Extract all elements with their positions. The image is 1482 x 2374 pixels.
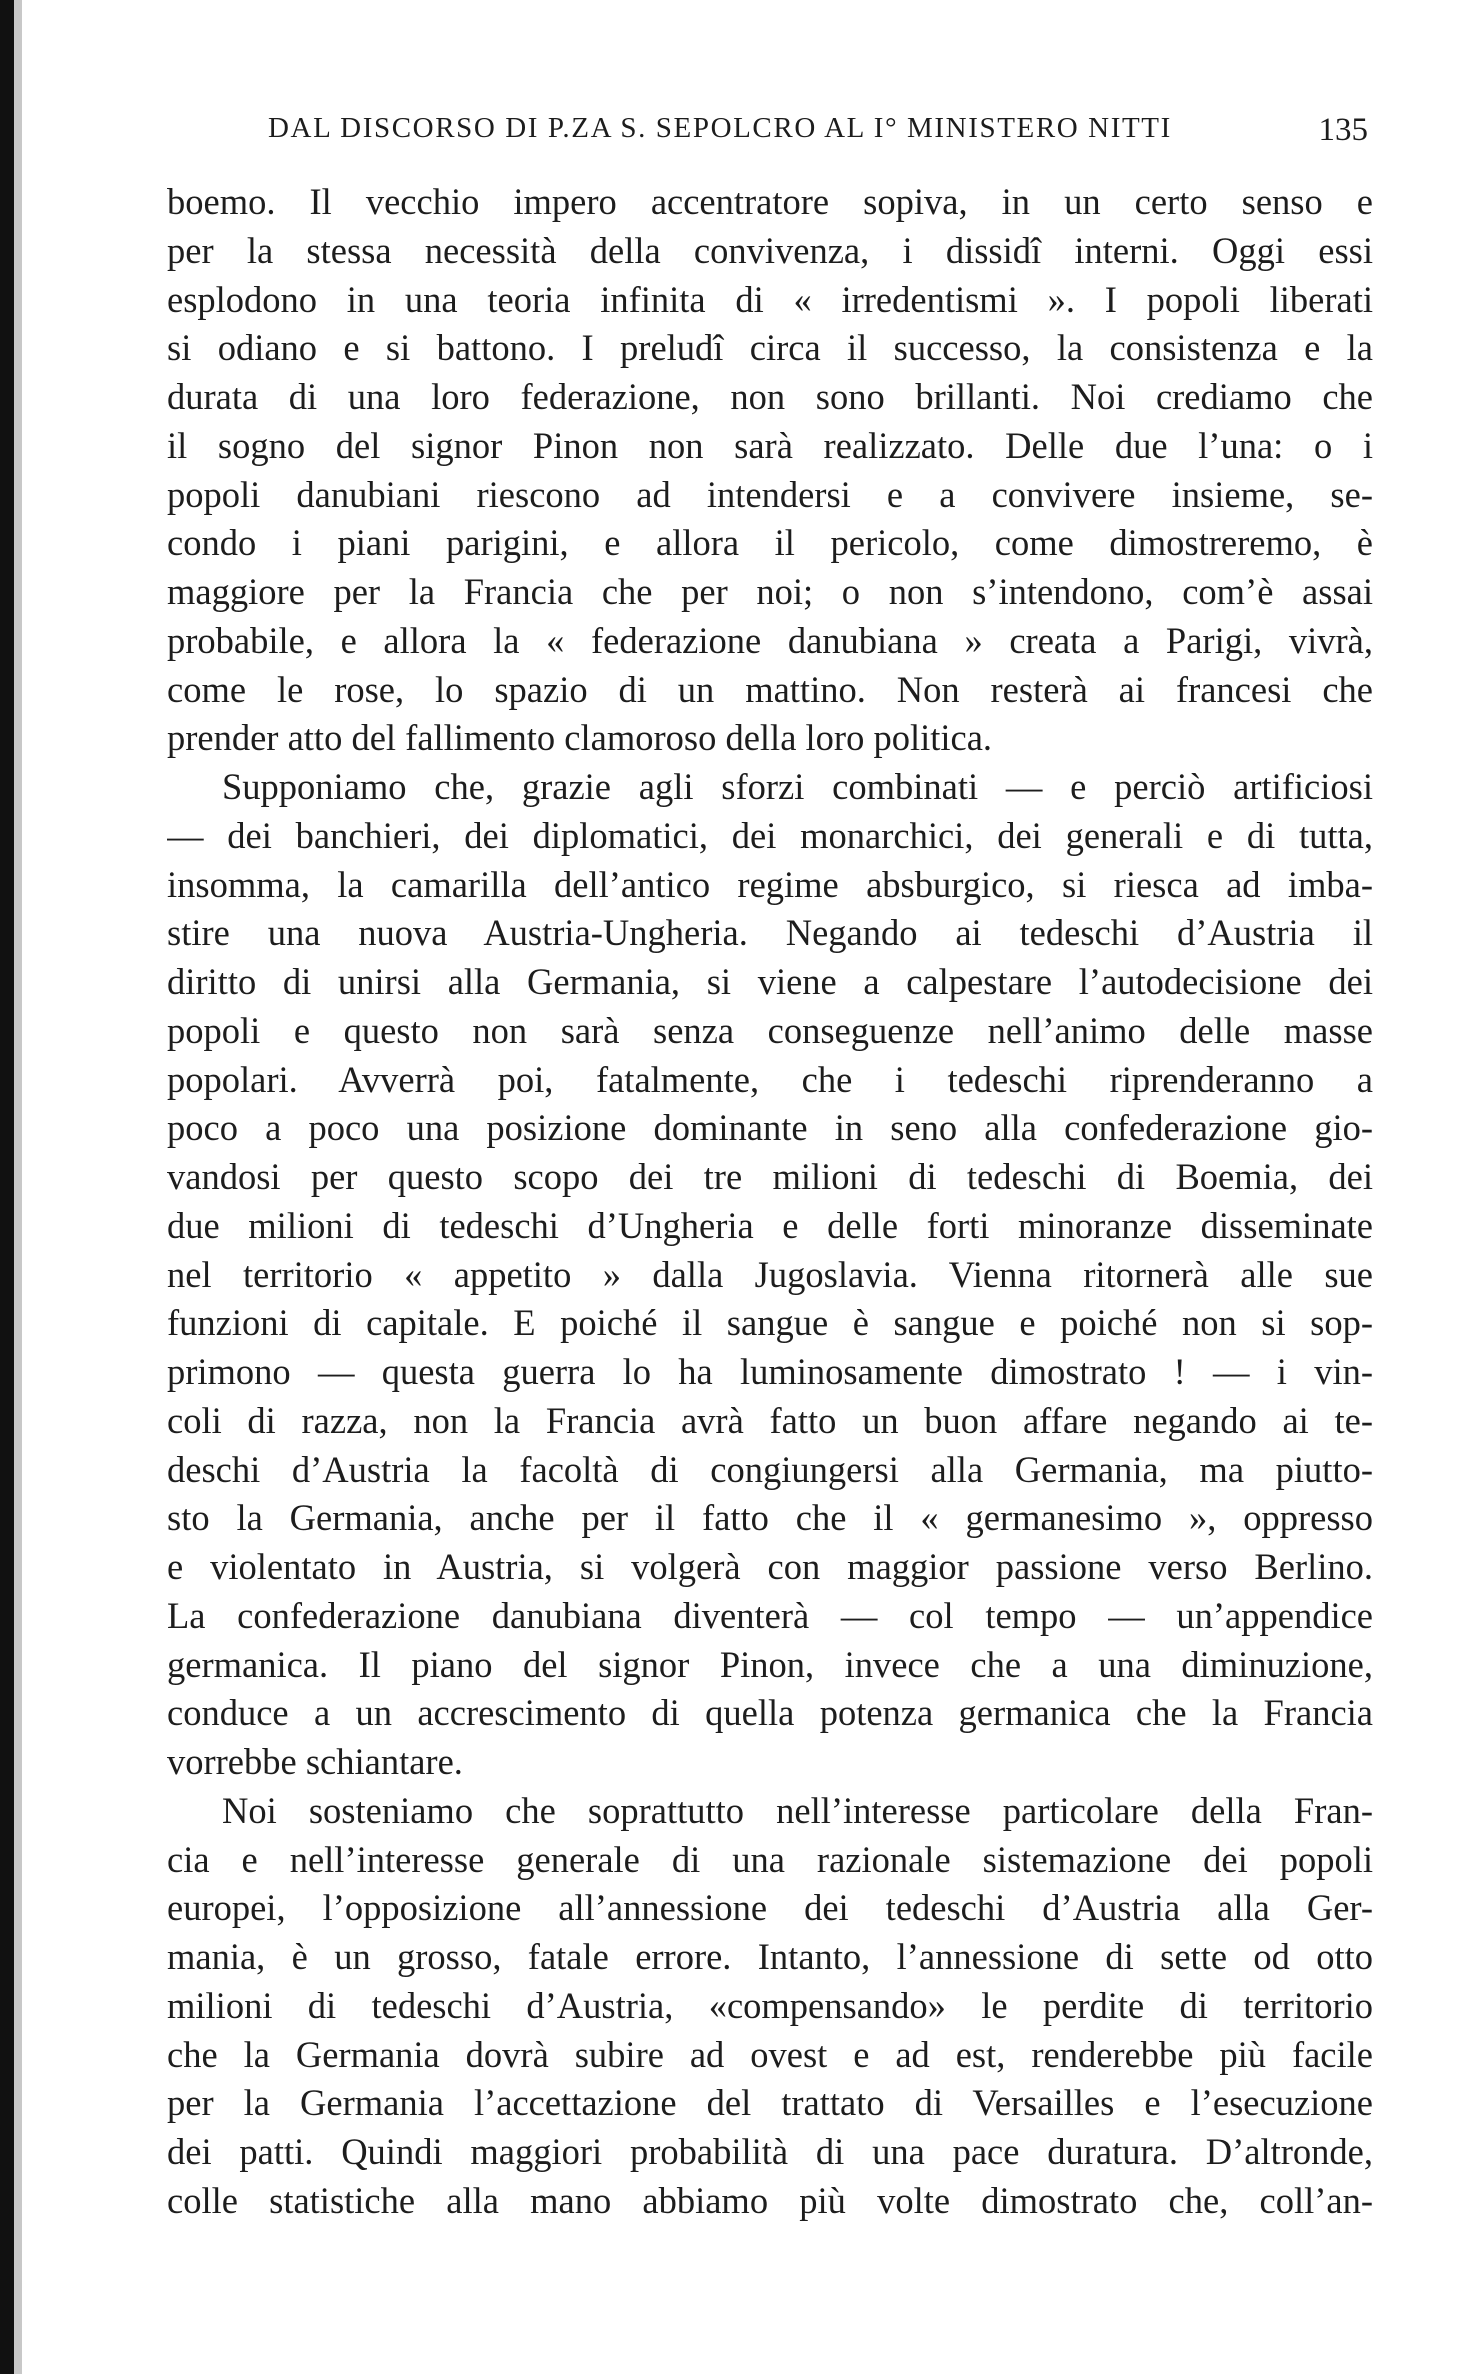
text-line: europei, l’opposizione all’annessione dei tedeschi d’Austria alla Ger- <box>167 1887 1373 1929</box>
paragraph <box>167 178 1373 763</box>
text-line: conduce a un accrescimento di quella potenza germanica che la Francia <box>167 1692 1373 1734</box>
text-line: dei patti. Quindi maggiori probabilità di una pace duratura. D’altronde, <box>167 2131 1373 2172</box>
text-line: insomma, la camarilla dell’antico regime absburgico, si riesca ad imba- <box>167 863 1373 905</box>
text-line: stire una nuova Austria-Ungheria. Negando ai tedeschi d’Austria il <box>167 912 1373 954</box>
text-line: per la stessa necessità della convivenza, i dissidî interni. Oggi essi <box>167 229 1373 271</box>
text-line: — dei banchieri, dei diplomatici, dei monarchici, dei generali e di tutta, <box>167 814 1373 856</box>
text-line: vandosi per questo scopo dei tre milioni di tedeschi di Boemia, dei <box>167 1156 1373 1197</box>
running-title: DAL DISCORSO DI P.ZA S. SEPOLCRO AL I° MINISTERO NITTI <box>268 112 1172 144</box>
text-line: boemo. Il vecchio impero accentratore sopiva, in un certo senso e <box>167 181 1373 222</box>
text-line: esplodono in una teoria infinita di « irredentismi ». I popoli liberati <box>167 278 1373 320</box>
text-line: Supponiamo che, grazie agli sforzi combinati — e perciò artificiosi <box>222 766 1373 807</box>
text-line: popolari. Avverrà poi, fatalmente, che i tedeschi riprenderanno a <box>167 1058 1373 1100</box>
text-line: due milioni di tedeschi d’Ungheria e delle forti minoranze disseminate <box>167 1204 1373 1246</box>
text-line: si odiano e si battono. I preludî circa il successo, la consistenza e la <box>167 327 1373 369</box>
text-line: sto la Germania, anche per il fatto che il « germanesimo », oppresso <box>167 1497 1373 1539</box>
text-line: il sogno del signor Pinon non sarà realizzato. Delle due l’una: o i <box>167 424 1373 466</box>
text-line: poco a poco una posizione dominante in seno alla confederazione gio- <box>167 1107 1373 1149</box>
text-line: colle statistiche alla mano abbiamo più volte dimostrato che, coll’an- <box>167 2179 1373 2221</box>
page-number: 135 <box>1318 112 1368 148</box>
paragraph <box>167 763 1373 1787</box>
text-line: funzioni di capitale. E poiché il sangue è sangue e poiché non si sop- <box>167 1302 1373 1344</box>
text-line: cia e nell’interesse generale di una razionale sistemazione dei popoli <box>167 1838 1373 1880</box>
text-line: probabile, e allora la « federazione danubiana » creata a Parigi, vivrà, <box>167 619 1373 661</box>
text-line: milioni di tedeschi d’Austria, «compensando» le perdite di territorio <box>167 1984 1373 2026</box>
text-line: prender atto del fallimento clamoroso della loro politica. <box>167 717 993 759</box>
text-line: che la Germania dovrà subire ad ovest e ad est, renderebbe più facile <box>167 2033 1373 2075</box>
text-line: condo i piani parigini, e allora il pericolo, come dimostreremo, è <box>167 522 1373 564</box>
text-line: come le rose, lo spazio di un mattino. Non resterà ai francesi che <box>167 668 1373 710</box>
text-line: La confederazione danubiana diventerà — col tempo — un’appendice <box>167 1594 1373 1636</box>
body-text <box>167 178 1373 2226</box>
paragraph <box>167 1787 1373 2226</box>
text-line: popoli e questo non sarà senza conseguenze nell’animo delle masse <box>167 1009 1373 1051</box>
text-line: vorrebbe schiantare. <box>167 1741 463 1782</box>
binding-shadow <box>14 0 22 2374</box>
text-line: e violentato in Austria, si volgerà con maggior passione verso Berlino. <box>167 1546 1373 1587</box>
text-line: durata di una loro federazione, non sono brillanti. Noi crediamo che <box>167 376 1373 417</box>
text-line: coli di razza, non la Francia avrà fatto un buon affare negando ai te- <box>167 1399 1373 1441</box>
text-line: nel territorio « appetito » dalla Jugoslavia. Vienna ritornerà alle sue <box>167 1253 1373 1295</box>
text-line: Noi sosteniamo che soprattutto nell’interesse particolare della Fran- <box>222 1789 1373 1831</box>
text-line: popoli danubiani riescono ad intendersi e a convivere insieme, se- <box>167 473 1373 515</box>
text-line: mania, è un grosso, fatale errore. Intanto, l’annessione di sette od otto <box>167 1936 1373 1977</box>
text-line: diritto di unirsi alla Germania, si viene a calpestare l’autodecisione dei <box>167 961 1373 1002</box>
text-line: germanica. Il piano del signor Pinon, invece che a una diminuzione, <box>167 1643 1373 1685</box>
text-line: primono — questa guerra lo ha luminosamente dimostrato ! — i vin- <box>167 1351 1373 1392</box>
text-line: deschi d’Austria la facoltà di congiungersi alla Germania, ma piutto- <box>167 1448 1373 1490</box>
running-head <box>268 112 1368 152</box>
text-line: per la Germania l’accettazione del trattato di Versailles e l’esecuzione <box>167 2082 1373 2124</box>
text-line: maggiore per la Francia che per noi; o non s’intendono, com’è assai <box>167 571 1373 612</box>
binding-edge <box>0 0 14 2374</box>
